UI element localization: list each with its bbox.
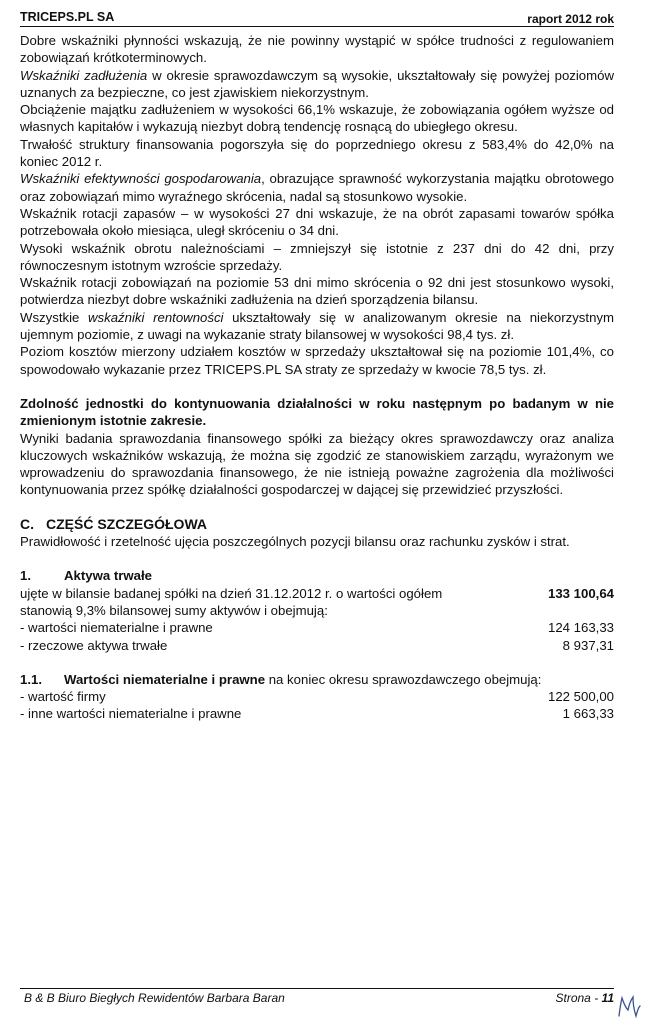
paragraph-debt-ratios (20, 67, 614, 102)
header-company: TRICEPS.PL SA (20, 10, 115, 24)
intangibles-title-rest: na koniec okresu sprawozdawczego obejmują: (265, 671, 542, 687)
paragraph-inventory-turnover: Wskaźnik rotacji zapasów – w wysokości 27 dni wskazuje, że na obrót zapasami towarów spółka potrzebowała około miesiąca, uległ skróceniu o 34 dni. (20, 205, 614, 239)
going-concern-heading: Zdolność jednostki do kontynuowania działalności w roku następnym po badanym w nie zmienionym istotnie zakresie. (20, 395, 614, 429)
footer-auditor: B & B Biuro Biegłych Rewidentów Barbara Baran (24, 991, 285, 1005)
footer-page (556, 991, 615, 1005)
section-c-title: CZĘŚĆ SZCZEGÓŁOWA (46, 515, 207, 532)
paragraph-cost-level: Poziom kosztów mierzony udziałem kosztów w sprzedaży ukształtował się na poziomie 101,4%, co spowodowało wykazanie przez TRICEPS.PL SA straty ze sprzedaży w kwocie 78,5 tys. zł. (20, 344, 614, 377)
profitability-text: ukształtowały się w analizowanym okresie na niekorzystnym ujemnym poziomie, z uwagi na wykazanie straty bilansowej w wysokości 98,4 tys. zł. (20, 309, 614, 343)
paragraph-liquidity: Dobre wskaźniki płynności wskazują, że nie powinny wystąpić w spółce trudności z regulowaniem zobowiązań krótkoterminowych. (20, 33, 614, 66)
paragraph-receivables-turnover: Wysoki wskaźnik obrotu należnościami – zmniejszył się istotnie z 237 dni do 42 dni, przy równoczesnym istotnym wzroście sprzedaży. (20, 240, 614, 273)
fixed-assets-heading (20, 567, 614, 584)
profitability-term: wskaźniki rentowności (88, 309, 224, 325)
efficiency-term: Wskaźniki efektywności gospodarowania (20, 171, 262, 187)
intangibles-item (20, 705, 614, 722)
item-value: 122 500,00 (547, 689, 614, 705)
fixed-assets-total-row (20, 585, 614, 602)
paragraph-profitability (20, 309, 614, 344)
footer-page-number: 11 (601, 991, 614, 1005)
handwritten-initials-icon (616, 994, 642, 1020)
spacer (20, 550, 614, 567)
profitability-prefix: Wszystkie (20, 309, 89, 325)
item-value: 124 163,33 (547, 620, 614, 636)
intangibles-number: 1.1. (20, 671, 42, 687)
paragraph-efficiency (20, 170, 614, 205)
paragraph-liabilities-turnover: Wskaźnik rotacji zobowiązań na poziomie 53 dni mimo skrócenia o 92 dni jest stosunkowo wysoki, potwierdza niezbyt dobre wskaźniki zadłużenia na dzień sporządzenia bilansu. (20, 275, 614, 308)
fixed-assets-share: stanowią 9,3% bilansowej sumy aktywów i obejmują: (20, 602, 328, 618)
going-concern-text: Wyniki badania sprawozdania finansowego spółki za bieżący okres sprawozdawczy oraz analiza kluczowych wskaźników wskazują, że można się zgodzić ze stanowiskiem zarządu, wyrażonym we wprowadzeniu do sprawozdania finansowego, że nie istnieją poważne zagrożenia dla możliwości kontynuowania przez spółkę działalności gospodarczej w dającej się przewidzieć przyszłości. (20, 430, 614, 498)
item-label: - inne wartości niematerialne i prawne (20, 706, 242, 722)
document-body (20, 32, 614, 723)
item-value: 8 937,31 (562, 637, 614, 653)
fixed-assets-total-label: ujęte w bilansie badanej spółki na dzień 31.12.2012 r. o wartości ogółem (20, 585, 443, 601)
intangibles-heading (20, 671, 614, 688)
debt-ratios-text: w okresie sprawozdawczym są wysokie, ukształtowały się powyżej poziomów uznanych za bezpieczne, co jest zjawiskiem niekorzystnym. (20, 67, 614, 100)
intangibles-item (20, 688, 614, 705)
fixed-assets-total-value: 133 100,64 (547, 585, 614, 601)
efficiency-text: , obrazujące sprawność wykorzystania majątku obrotowego oraz zobowiązań mimo wyraźnego skrócenia, nadal są stosunkowo wysokie. (20, 171, 614, 204)
footer-page-label: Strona - (555, 991, 602, 1005)
page-footer (20, 988, 614, 1009)
item-label: - rzeczowe aktywa trwałe (20, 637, 168, 653)
paragraph-financing-structure: Trwałość struktury finansowania pogorszyła się do poprzedniego okresu z 583,4% do 42,0% na koniec 2012 r. (20, 136, 614, 170)
header-report-year: raport 2012 rok (527, 12, 614, 26)
fixed-assets-item (20, 619, 614, 636)
debt-ratios-term: Wskaźniki zadłużenia (20, 67, 148, 83)
paragraph-debt-burden: Obciążenie majątku zadłużeniem w wysokości 66,1% wskazuje, że zobowiązania ogółem wyższe od własnych kapitałów i wykazują niezbyt dobrą tendencję rosnącą do ubiegłego okresu. (20, 102, 614, 135)
intangibles-title: Wartości niematerialne i prawne (64, 671, 266, 687)
section-c-intro: Prawidłowość i rzetelność ujęcia poszczególnych pozycji bilansu oraz rachunku zysków i strat. (20, 534, 570, 550)
item-value: 1 663,33 (562, 706, 614, 722)
item-label: - wartość firmy (20, 689, 106, 705)
spacer (20, 654, 614, 671)
fixed-assets-number: 1. (20, 568, 31, 584)
fixed-assets-item (20, 637, 614, 654)
fixed-assets-title: Aktywa trwałe (64, 568, 152, 584)
item-label: - wartości niematerialne i prawne (20, 620, 213, 636)
section-c-heading (20, 516, 614, 533)
page-header (20, 8, 614, 27)
section-c-letter: C. (20, 515, 34, 532)
spacer (20, 499, 614, 516)
spacer (20, 378, 614, 395)
